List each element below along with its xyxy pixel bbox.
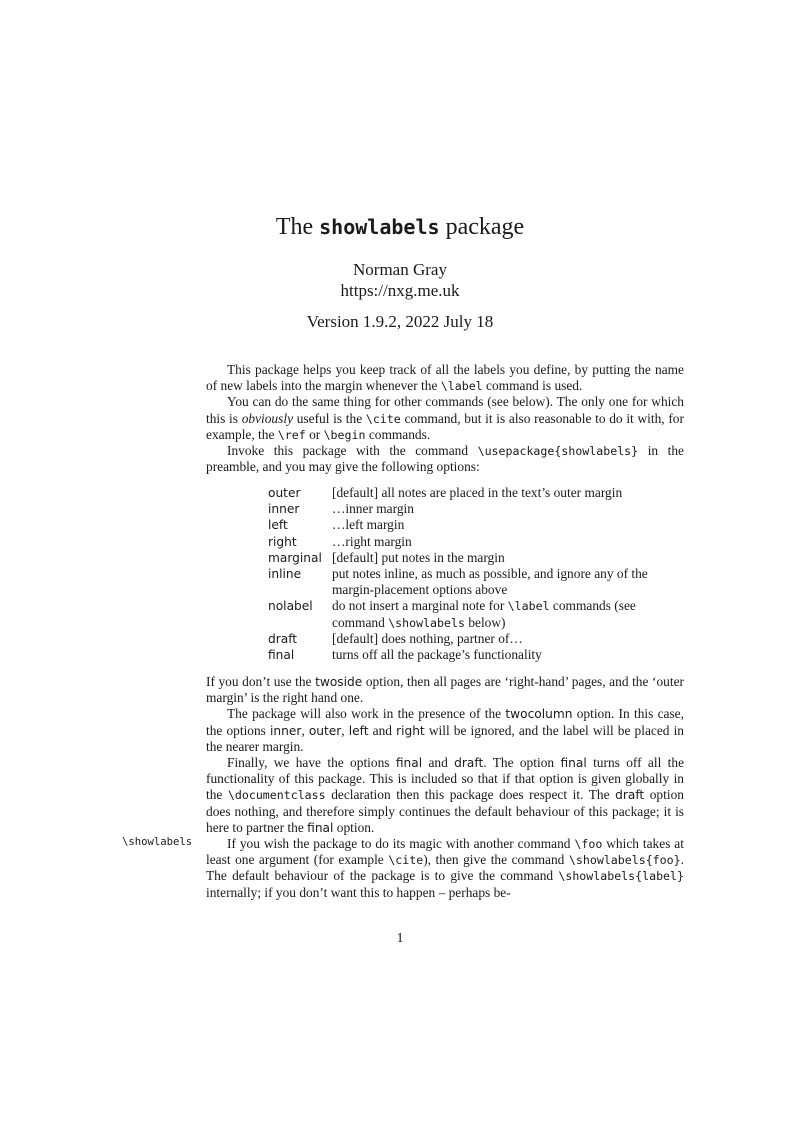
option-row-left [268, 517, 688, 533]
option-description: …inner margin [332, 501, 414, 517]
option-description: do not insert a marginal note for \label commands (see command \showlabels below) [332, 598, 636, 630]
option-row-final [268, 647, 688, 663]
option-row-draft [268, 631, 688, 647]
option-description: [default] put notes in the margin [332, 549, 505, 565]
page-number: 1 [396, 931, 404, 946]
paragraph-6: Finally, we have the options final and draft. The option final turns off all the functionality of this package. This is included so that if that option is given globally in the \documentclass declaration then this package does respect it. The draft option does nothing, and therefore simply continues the default behaviour of this package; it is here to partner the final option. [206, 755, 685, 835]
paragraph-1: This package helps you keep track of all the labels you define, by putting the name of new labels into the margin whenever the \label command is used. [206, 362, 684, 394]
option-description: turns off all the package’s functionality [332, 647, 542, 663]
option-name: outer [268, 486, 301, 500]
option-row-right [268, 534, 688, 550]
margin-note-showlabels: \showlabels [122, 836, 193, 848]
option-row-marginal [268, 550, 688, 566]
paragraph-5: The package will also work in the presence of the twocolumn option. In this case, the options inner, outer, left and right will be ignored, and the label will be placed in the nearer margin. [206, 706, 684, 754]
paragraph-7: If you wish the package to do its magic with another command \foo which takes at least one argument (for example \cite), then give the command \showlabels{foo}. The default behaviour of the package is to give the command \showlabels{label} internally; if you don’t want this to happen – perhaps be- [206, 836, 684, 900]
option-row-outer [268, 485, 688, 501]
options-list [268, 485, 688, 663]
version-line: Version 1.9.2, 2022 July 18 [306, 312, 494, 331]
option-row-inner [268, 501, 688, 517]
title-package-name: showlabels [319, 215, 440, 239]
option-name: final [268, 648, 295, 663]
main-paragraphs [206, 674, 684, 901]
option-name: draft [268, 631, 298, 646]
option-name: inline [268, 567, 302, 582]
option-name: nolabel [268, 599, 313, 614]
title-suffix: package [445, 214, 525, 240]
option-description: …right margin [332, 533, 412, 549]
document-title [0, 214, 800, 241]
option-description: put notes inline, as much as possible, and ignore any of the margin-placement options above [332, 566, 648, 598]
intro-paragraphs [206, 362, 684, 475]
author-block [0, 259, 800, 301]
author-url[interactable]: https://nxg.me.uk [340, 281, 460, 300]
title-prefix: The [275, 214, 314, 240]
option-row-inline [268, 566, 688, 598]
option-name: inner [268, 502, 300, 517]
author-name: Norman Gray [353, 260, 447, 279]
paragraph-2: You can do the same thing for other commands (see below). The only one for which this is obviously useful is the \cite command, but it is also reasonable to do it with, for example, the \ref or \begin commands. [206, 394, 684, 442]
option-name: left [268, 518, 288, 533]
option-row-nolabel [268, 598, 688, 630]
paragraph-3: Invoke this package with the command \usepackage{showlabels} in the preamble, and you may give the following options: [206, 443, 684, 475]
option-description: [default] does nothing, partner of… [332, 630, 523, 646]
paragraph-4: If you don’t use the twoside option, then all pages are ‘right-hand’ pages, and the ‘outer margin’ is the right hand one. [206, 674, 684, 706]
option-description: …left margin [332, 517, 405, 533]
option-name: right [268, 534, 297, 549]
option-description: [default] all notes are placed in the text’s outer margin [332, 485, 623, 500]
option-name: marginal [268, 550, 322, 565]
